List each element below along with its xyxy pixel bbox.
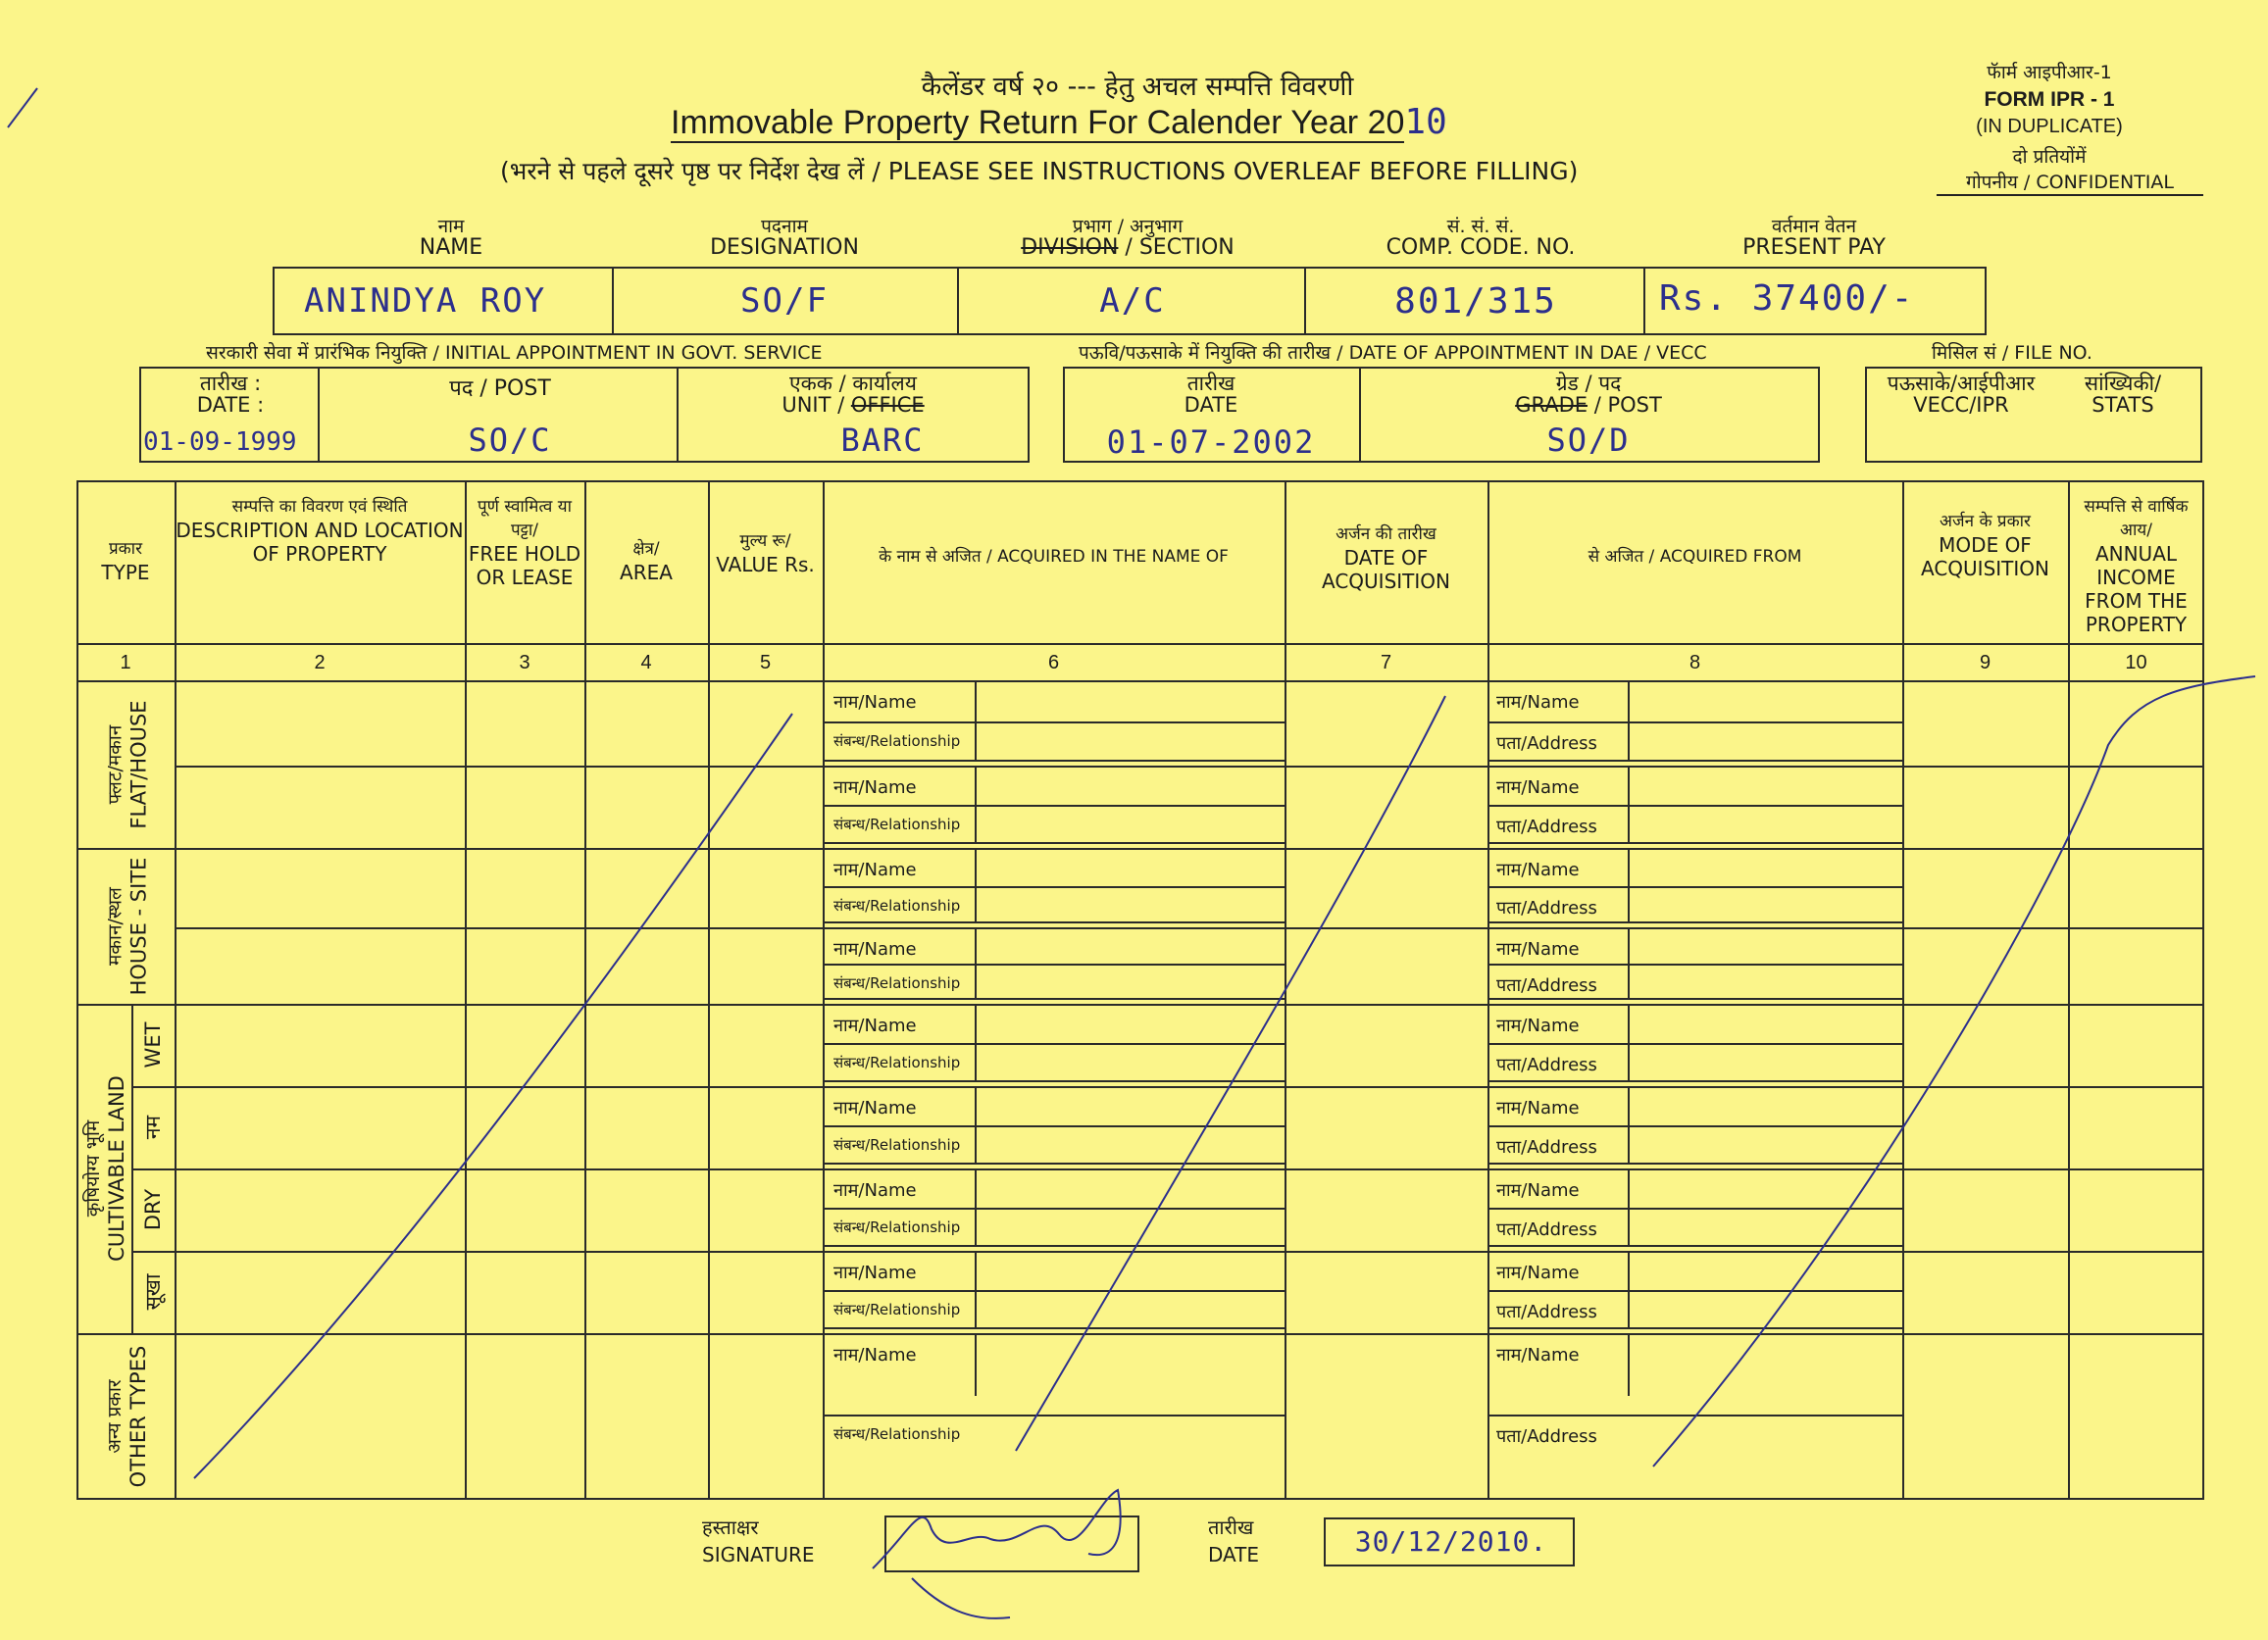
present-pay-value[interactable]: Rs. 37400/- [1659,278,1915,319]
name-row-label: नाम/Name [833,860,917,880]
column-header-5: मुल्य रू/ VALUE Rs. [716,531,815,576]
from-name-row-label: नाम/Name [1496,939,1580,960]
duplicate-hindi: दो प्रतियोंमें [2012,146,2087,168]
land-sub-4: सूखा [141,1273,165,1311]
section-label: प्रभाग / अनुभाग DIVISION / SECTION [1021,216,1235,260]
relationship-row-label: संबन्ध/Relationship [833,1218,961,1236]
column-header-1: प्रकार TYPE [101,539,150,584]
name-row-label: नाम/Name [833,1263,917,1283]
section-value[interactable]: A/C [1099,281,1166,321]
file-no-label: मिसिल सं / FILE NO. [1932,342,2092,364]
name-row-label: नाम/Name [833,692,917,713]
relationship-row-label: संबन्ध/Relationship [833,974,961,992]
dae-appointment-label: पऊवि/पऊसाके में नियुक्ति की तारीख / DATE OF APPOINTMENT IN DAE / VECC [1079,342,1707,364]
column-number-1: 1 [120,652,131,673]
address-row-label: पता/Address [1496,1137,1597,1158]
name-row-label: नाम/Name [833,1345,917,1366]
relationship-row-label: संबन्ध/Relationship [833,816,961,833]
type-group-1: फ्लट/मकान FLAT/HOUSE [104,699,150,829]
initial-appointment-label: सरकारी सेवा में प्रारंभिक नियुक्ति / INITIAL APPOINTMENT IN GOVT. SERVICE [206,342,823,364]
address-row-label: पता/Address [1496,1302,1597,1322]
address-row-label: पता/Address [1496,1426,1597,1447]
column-number-7: 7 [1380,652,1392,673]
type-group-4: अन्य प्रकार OTHER TYPES [104,1345,150,1488]
grade-label: ग्रेड / पद GRADE / POST [1515,372,1662,417]
name-value[interactable]: ANINDYA ROY [304,281,547,321]
column-number-6: 6 [1047,652,1060,673]
comp-code-value[interactable]: 801/315 [1394,281,1557,322]
dae-date-label: तारीख DATE [1184,372,1238,417]
relationship-row-label: संबन्ध/Relationship [833,1136,961,1154]
year-suffix: 10 [1404,102,1447,142]
column-number-8: 8 [1688,652,1701,673]
form-code: FORM IPR - 1 [1984,88,2115,111]
type-group-2: मकान/स्थल HOUSE - SITE [104,857,150,995]
relationship-row-label: संबन्ध/Relationship [833,897,961,915]
relationship-row-label: संबन्ध/Relationship [833,1425,961,1443]
address-row-label: पता/Address [1496,733,1597,754]
footer-date-value: 30/12/2010. [1354,1525,1548,1558]
column-number-10: 10 [2125,652,2147,673]
relationship-row-label: संबन्ध/Relationship [833,1054,961,1071]
column-header-4: क्षेत्र/ AREA [620,539,673,584]
name-row-label: नाम/Name [833,939,917,960]
instructions: (भरने से पहले दूसरे पृष्ठ पर निर्देश देख लें / PLEASE SEE INSTRUCTIONS OVERLEAF BEFORE FILLING) [500,157,1579,185]
from-name-row-label: नाम/Name [1496,692,1580,713]
confidential: गोपनीय / CONFIDENTIAL [1937,169,2203,196]
column-header-9: अर्जन के प्रकार MODE OF ACQUISITION [1921,512,2049,580]
unit-value[interactable]: BARC [840,422,925,459]
footer-date-label: तारीख DATE [1208,1516,1260,1566]
column-number-4: 4 [640,652,652,673]
signature-label: हस्ताक्षर SIGNATURE [702,1516,815,1566]
name-row-label: नाम/Name [833,1180,917,1201]
land-sub-2: नम [141,1115,165,1140]
column-header-2: सम्पत्ति का विवरण एवं स्थिति DESCRIPTION AND LOCATION OF PROPERTY [176,497,464,566]
address-row-label: पता/Address [1496,1055,1597,1075]
relationship-row-label: संबन्ध/Relationship [833,1301,961,1318]
init-post-label: पद / POST [449,376,551,401]
name-row-label: नाम/Name [833,777,917,798]
property-table [76,480,2204,1500]
column-number-2: 2 [314,652,326,673]
address-row-label: पता/Address [1496,898,1597,919]
corner-mark [8,88,37,127]
form-hindi: फॅार्म आइपीआर-1 [1987,62,2112,83]
address-row-label: पता/Address [1496,1219,1597,1240]
title-text: Immovable Property Return For Calender Year 20 [671,104,1405,141]
column-header-7: अर्जन की तारीख DATE OF ACQUISITION [1322,524,1450,593]
from-name-row-label: नाम/Name [1496,777,1580,798]
designation-value[interactable]: SO/F [740,281,829,321]
column-number-5: 5 [759,652,772,673]
vecc-label: पऊसाके/आईपीआर VECC/IPR [1887,372,2036,417]
unit-label: एकक / कार्यालय UNIT / OFFICE [781,372,925,417]
column-header-10: सम्पत्ति से वार्षिक आय/ ANNUAL INCOME FROM THE PROPERTY [2084,497,2189,636]
land-sub-3: DRY [141,1188,165,1231]
from-name-row-label: नाम/Name [1496,1016,1580,1036]
name-row-label: नाम/Name [833,1016,917,1036]
present-pay-label: वर्तमान वेतन PRESENT PAY [1742,216,1886,260]
signature-box[interactable] [884,1516,1139,1572]
init-date-label: तारीख : DATE : [196,372,265,417]
name-label: नाम NAME [419,216,483,260]
title-english [671,102,1612,142]
column-header-3: पूर्ण स्वामित्व या पट्टा/ FREE HOLD OR LEASE [468,497,581,589]
dae-date-value[interactable]: 01-07-2002 [1106,423,1316,461]
address-row-label: पता/Address [1496,975,1597,996]
column-header-8: से अजित / ACQUIRED FROM [1588,547,1802,567]
designation-label: पदनाम DESIGNATION [710,216,859,260]
from-name-row-label: नाम/Name [1496,1180,1580,1201]
column-number-9: 9 [1979,652,1991,673]
address-row-label: पता/Address [1496,817,1597,837]
relationship-row-label: संबन्ध/Relationship [833,732,961,750]
grade-value[interactable]: SO/D [1546,422,1631,459]
stats-label: सांख्यिकी/ STATS [2084,372,2162,417]
from-name-row-label: नाम/Name [1496,1345,1580,1366]
from-name-row-label: नाम/Name [1496,1098,1580,1118]
column-header-6: के नाम से अजित / ACQUIRED IN THE NAME OF [879,547,1229,567]
init-date-value[interactable]: 01-09-1999 [143,427,297,457]
in-duplicate: (IN DUPLICATE) [1976,116,2123,137]
comp-code-label: सं. सं. सं. COMP. CODE. NO. [1386,216,1576,260]
from-name-row-label: नाम/Name [1496,1263,1580,1283]
from-name-row-label: नाम/Name [1496,860,1580,880]
init-post-value[interactable]: SO/C [468,422,552,459]
name-row-label: नाम/Name [833,1098,917,1118]
title-hindi: कैलेंडर वर्ष २० --- हेतु अचल सम्पत्ति विवरणी [921,72,1354,102]
type-group-3: कृषियोग्य भूमि CULTIVABLE LAND [82,1075,128,1262]
land-sub-1: WET [141,1021,165,1068]
column-number-3: 3 [519,652,530,673]
